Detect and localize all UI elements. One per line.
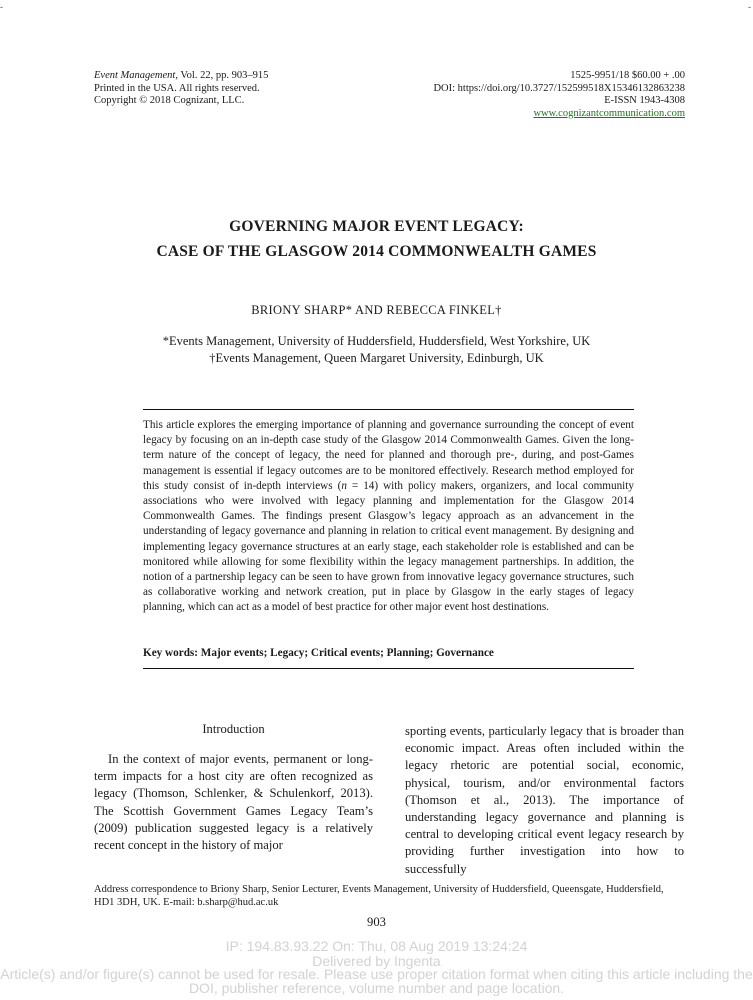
section-heading-introduction: Introduction — [202, 722, 265, 736]
publisher-link[interactable]: www.cognizantcommunication.com — [533, 107, 685, 119]
article-title-line1: GOVERNING MAJOR EVENT LEGACY: — [229, 218, 524, 235]
printed-line: Printed in the USA. All rights reserved. — [94, 82, 260, 94]
watermark-notice-1: Article(s) and/or figure(s) cannot be used for resale. Please use proper citation format when citing this article including the — [0, 966, 753, 982]
abstract-bottom-rule — [143, 668, 634, 669]
publication-info — [433, 70, 685, 120]
doi-line: DOI: https://doi.org/10.3727/152599518X15346132863238 — [433, 82, 685, 94]
journal-citation — [94, 70, 268, 83]
abstract-part-1: This article explores the emerging importance of planning and governance surrounding the concept of event legacy by focusing on an in-depth case study of the Glasgow 2014 Commonwealth Games. Given the long-term nature of the concept of legacy, the need for planned and thorough pre-, during, and post-Games management is essential if legacy outcomes are to be monitored effectively. Research method employed for this study consist of in-depth interviews ( — [143, 419, 634, 492]
authors: BRIONY SHARP* AND REBECCA FINKEL† — [251, 303, 502, 317]
article-title-line2: CASE OF THE GLASGOW 2014 COMMONWEALTH GAMES — [156, 243, 597, 260]
watermark-delivered: Delivered by Ingenta — [312, 953, 441, 969]
crop-mark-right: - — [748, 2, 751, 12]
eissn-line: E-ISSN 1943-4308 — [604, 95, 685, 106]
abstract-top-rule — [143, 409, 634, 410]
keywords: Key words: Major events; Legacy; Critical events; Planning; Governance — [143, 647, 494, 659]
issn-price: 1525-9951/18 $60.00 + .00 — [570, 70, 685, 81]
abstract — [143, 418, 634, 616]
abstract-part-2: = 14) with policy makers, organizers, and local community associations who were involved with legacy planning and implementation for the Glasgow 2014 Commonwealth Games. The findings present Glasgow’s legacy approach as an advancement in the understanding of legacy governance and planning in relation to critical event management. By designing and implementing legacy governance structures at an early stage, each stakeholder role is established and can be monitored while allowing for some flexibility within the legacy management partnerships. In addition, the notion of a partnership legacy can be seen to have grown from innovative legacy governance structures, such as collaborative working and network creation, put in place by Glasgow in the early stages of legacy planning, which can act as a model of best practice for other major event host destinations. — [143, 479, 634, 614]
body-column-left: In the context of major events, permanent or long-term impacts for a host city are often recognized as legacy (Thomson, Schlenker, & Schulenkorf, 2013). The Scottish Government Games Legacy Team’s (2009) publication suggested legacy is a relatively recent concept in the history of major — [94, 752, 373, 853]
crop-mark-left: - — [0, 2, 3, 12]
affiliation-1: *Events Management, University of Huddersfield, Huddersfield, West Yorkshire, UK — [162, 334, 591, 348]
copyright-line: Copyright © 2018 Cognizant, LLC. — [94, 95, 245, 106]
page-number: 903 — [367, 915, 386, 929]
sample-size-symbol: n — [341, 479, 347, 492]
journal-header — [94, 70, 268, 108]
watermark-ip: IP: 194.83.93.22 On: Thu, 08 Aug 2019 13:24:24 — [225, 938, 528, 954]
correspondence-footnote: Address correspondence to Briony Sharp, Senior Lecturer, Events Management, University of Huddersfield, Queensgate, Huddersfield, HD1 3DH, UK. E-mail: b.sharp@hud.ac.uk — [94, 884, 664, 908]
body-column-right: sporting events, particularly legacy that is broader than economic impact. Areas often included within the legacy rhetoric are potential social, economic, physical, tourism, and/or environmental factors (Thomson et al., 2013). The importance of understanding legacy governance and planning is central to developing critical event legacy research by providing further investigation into how to successfully — [405, 724, 684, 876]
journal-name: Event Management — [94, 70, 176, 81]
affiliation-2: †Events Management, Queen Margaret University, Edinburgh, UK — [209, 351, 544, 365]
watermark-notice-2: DOI, publisher reference, volume number and page location. — [188, 980, 565, 996]
volume-info: , Vol. 22, pp. 903–915 — [175, 70, 269, 81]
